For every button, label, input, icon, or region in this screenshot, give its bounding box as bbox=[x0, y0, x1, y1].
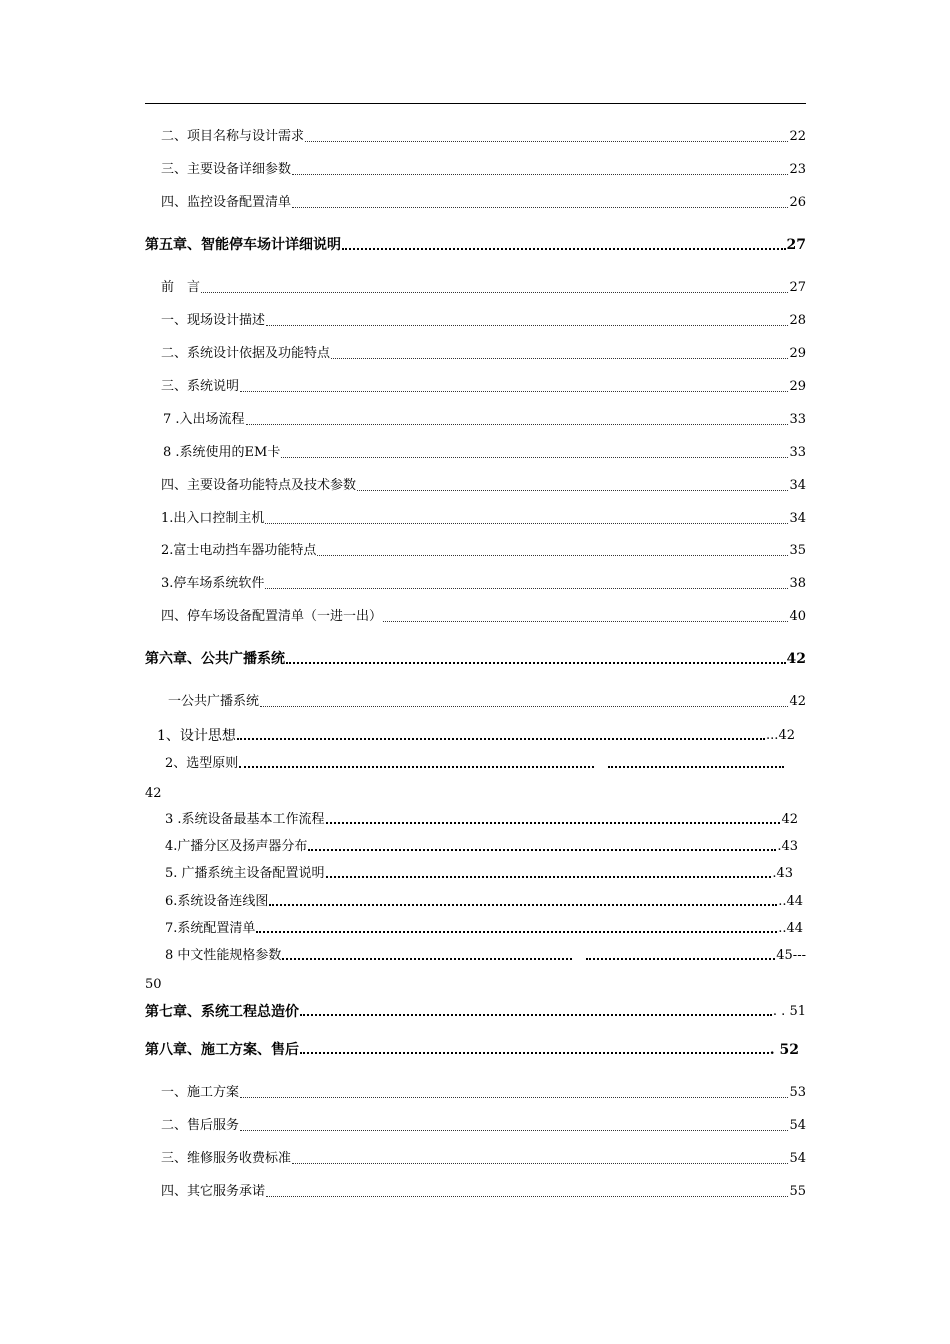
toc-entry[interactable] bbox=[165, 839, 798, 855]
toc-entry-page: 40 bbox=[789, 609, 806, 624]
toc-entry-title: 四、停车场设备配置清单（一进一出） bbox=[161, 609, 383, 624]
toc-entry[interactable] bbox=[161, 313, 806, 329]
toc-entry[interactable] bbox=[161, 346, 806, 362]
toc-entry-title: 2.富士电动挡车器功能特点 bbox=[161, 543, 317, 558]
toc-entry-page: ..44 bbox=[778, 921, 803, 936]
toc-entry-page: 26 bbox=[789, 195, 806, 210]
toc-entry-title: 前 言 bbox=[161, 280, 201, 295]
toc-entry[interactable] bbox=[157, 728, 795, 744]
toc-leader bbox=[305, 140, 788, 142]
toc-leader bbox=[240, 1129, 788, 1131]
toc-chapter[interactable] bbox=[145, 1004, 806, 1020]
toc-entry-title: 第七章、系统工程总造价 bbox=[145, 1004, 299, 1020]
toc-entry[interactable] bbox=[161, 1151, 806, 1167]
toc-entry-title: 8 .系统使用的EM卡 bbox=[163, 445, 281, 460]
toc-entry-page: 29 bbox=[789, 346, 806, 361]
toc-entry-title: 8 中文性能规格参数 bbox=[165, 948, 282, 963]
toc-leader bbox=[292, 173, 788, 175]
toc-leader bbox=[265, 522, 788, 524]
toc-leader bbox=[256, 930, 777, 933]
toc-entry[interactable] bbox=[163, 445, 806, 461]
toc-entry[interactable] bbox=[165, 756, 785, 772]
toc-entry-title: 一公共广播系统 bbox=[168, 694, 260, 709]
toc-entry-page: 45--- bbox=[776, 948, 806, 963]
toc-entry-page: 23 bbox=[789, 162, 806, 177]
toc-entry-page: 27 bbox=[786, 237, 806, 253]
toc-entry-page: ..44 bbox=[778, 894, 803, 909]
toc-entry-page: 33 bbox=[789, 445, 806, 460]
toc-leader bbox=[383, 620, 788, 622]
toc-entry[interactable] bbox=[168, 694, 806, 710]
toc-leader bbox=[538, 875, 772, 878]
toc-leader bbox=[246, 423, 789, 425]
toc-entry[interactable] bbox=[165, 921, 803, 937]
toc-leader bbox=[292, 1162, 788, 1164]
toc-leader bbox=[269, 903, 777, 906]
toc-leader bbox=[239, 765, 594, 768]
toc-page-continuation: 42 bbox=[145, 786, 162, 801]
toc-leader bbox=[342, 247, 786, 250]
toc-entry-page: .43 bbox=[772, 866, 793, 881]
toc-entry[interactable] bbox=[161, 511, 806, 527]
toc-leader bbox=[260, 705, 788, 707]
toc-leader bbox=[608, 765, 784, 768]
toc-entry-page: 34 bbox=[789, 511, 806, 526]
toc-entry[interactable] bbox=[161, 1184, 806, 1200]
toc-entry-title: 三、系统说明 bbox=[161, 379, 240, 394]
toc-entry-title: 第六章、公共广播系统 bbox=[145, 651, 285, 667]
toc-entry-title: 7.系统配置清单 bbox=[165, 921, 256, 936]
toc-entry-title: 4.广播分区及扬声器分布 bbox=[165, 839, 308, 854]
toc-entry-title: 四、其它服务承诺 bbox=[161, 1184, 266, 1199]
toc-leader bbox=[286, 661, 786, 664]
toc-leader bbox=[357, 489, 788, 491]
toc-leader bbox=[201, 291, 788, 293]
toc-leader bbox=[586, 957, 775, 960]
toc-entry-title: 四、主要设备功能特点及技术参数 bbox=[161, 478, 357, 493]
toc-entry-title: 第八章、施工方案、售后 bbox=[145, 1042, 299, 1058]
toc-chapter[interactable] bbox=[145, 237, 806, 253]
toc-entry-title: 二、售后服务 bbox=[161, 1118, 240, 1133]
toc-entry[interactable] bbox=[161, 478, 806, 494]
toc-leader bbox=[292, 206, 788, 208]
toc-entry[interactable] bbox=[165, 894, 803, 910]
toc-leader bbox=[300, 1013, 772, 1016]
toc-entry[interactable] bbox=[161, 1085, 806, 1101]
toc-entry-page: 29 bbox=[789, 379, 806, 394]
toc-entry-page: 54 bbox=[789, 1151, 806, 1166]
toc-entry-title: 四、监控设备配置清单 bbox=[161, 195, 292, 210]
toc-entry-page: 55 bbox=[789, 1184, 806, 1199]
toc-entry-page: 42 bbox=[786, 651, 806, 667]
toc-entry[interactable] bbox=[165, 948, 806, 964]
toc-leader bbox=[240, 390, 788, 392]
toc-entry-title: 3 .系统设备最基本工作流程 bbox=[165, 812, 325, 827]
toc-entry[interactable] bbox=[161, 609, 806, 625]
toc-leader bbox=[308, 848, 776, 851]
toc-entry[interactable] bbox=[161, 162, 806, 178]
toc-leader bbox=[331, 357, 788, 359]
toc-entry[interactable] bbox=[163, 412, 806, 428]
toc-entry[interactable] bbox=[161, 1118, 806, 1134]
toc-entry-page: . 52 bbox=[769, 1042, 799, 1058]
toc-leader bbox=[300, 1051, 769, 1054]
toc-entry-page: 22 bbox=[789, 129, 806, 144]
toc-leader bbox=[266, 324, 788, 326]
toc-entry[interactable] bbox=[165, 866, 793, 882]
toc-entry[interactable] bbox=[161, 543, 806, 559]
toc-entry[interactable] bbox=[161, 379, 806, 395]
toc-entry-title: 6.系统设备连线图 bbox=[165, 894, 269, 909]
toc-entry-page: 35 bbox=[789, 543, 806, 558]
toc-leader bbox=[282, 957, 572, 960]
toc-entry-title: 三、主要设备详细参数 bbox=[161, 162, 292, 177]
toc-entry[interactable] bbox=[161, 129, 806, 145]
toc-entry-title: 7 .入出场流程 bbox=[163, 412, 245, 427]
toc-leader bbox=[237, 737, 765, 740]
toc-entry[interactable] bbox=[165, 812, 798, 828]
toc-entry-page: 33 bbox=[789, 412, 806, 427]
toc-entry-page: 42 bbox=[789, 694, 806, 709]
toc-entry[interactable] bbox=[161, 280, 806, 296]
toc-entry-page: 28 bbox=[789, 313, 806, 328]
toc-entry-title: 一、施工方案 bbox=[161, 1085, 240, 1100]
toc-entry-page: 27 bbox=[789, 280, 806, 295]
toc-entry-page: ...42 bbox=[766, 728, 795, 743]
toc-chapter[interactable] bbox=[145, 1042, 799, 1058]
toc-entry-title: 二、项目名称与设计需求 bbox=[161, 129, 305, 144]
toc-entry-title: 第五章、智能停车场计详细说明 bbox=[145, 237, 341, 253]
toc-entry-page: .43 bbox=[777, 839, 798, 854]
toc-leader bbox=[265, 587, 788, 589]
toc-entry-page: 53 bbox=[789, 1085, 806, 1100]
toc-leader bbox=[326, 821, 781, 824]
toc-entry-page: 38 bbox=[789, 576, 806, 591]
toc-leader bbox=[240, 1096, 788, 1098]
toc-entry-title: 三、维修服务收费标准 bbox=[161, 1151, 292, 1166]
toc-entry-title: 1.出入口控制主机 bbox=[161, 511, 265, 526]
toc-entry-title: 5. 广播系统主设备配置说明 bbox=[165, 866, 325, 881]
toc-entry-title: 一、现场设计描述 bbox=[161, 313, 266, 328]
toc-leader bbox=[326, 875, 536, 878]
toc-leader bbox=[317, 554, 788, 556]
toc-entry-title: 2、选型原则 bbox=[165, 756, 239, 771]
toc-entry[interactable] bbox=[161, 576, 806, 592]
toc-entry-page: 42 bbox=[781, 812, 798, 827]
toc-leader bbox=[281, 456, 788, 458]
toc-chapter[interactable] bbox=[145, 651, 806, 667]
toc-entry-title: 3.停车场系统软件 bbox=[161, 576, 265, 591]
toc-entry-title: 1、设计思想 bbox=[157, 728, 236, 744]
toc-entry[interactable] bbox=[161, 195, 806, 211]
toc-page-continuation: 50 bbox=[145, 977, 162, 992]
toc-leader bbox=[266, 1195, 788, 1197]
toc-entry-page: . . 51 bbox=[772, 1004, 806, 1019]
toc-entry-title: 二、系统设计依据及功能特点 bbox=[161, 346, 331, 361]
toc-entry-page: 54 bbox=[789, 1118, 806, 1133]
toc-entry-page: 34 bbox=[789, 478, 806, 493]
